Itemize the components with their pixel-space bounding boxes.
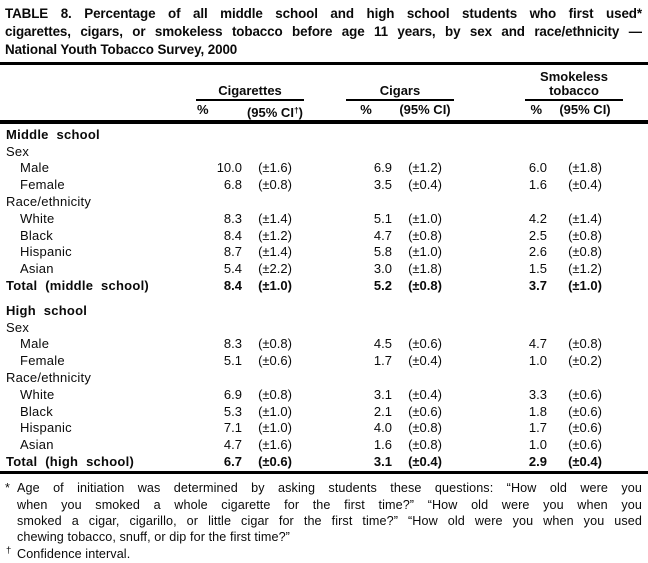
pct-value: 1.6	[373, 437, 392, 453]
row-label: Race/ethnicity	[6, 193, 92, 209]
footnote-line: smoked a cigar, cigarillo, or little cigar for the first time?” “How old were you when you used	[17, 513, 642, 528]
dagger-marker: †	[6, 544, 12, 556]
col-group-cigars: Cigars	[346, 69, 454, 101]
ci-value: (±0.4)	[408, 453, 442, 469]
dagger-symbol: †	[293, 105, 299, 116]
pct-value: 2.9	[528, 453, 547, 469]
ci-value: (±0.8)	[408, 227, 442, 243]
ci-value: (±1.4)	[258, 210, 292, 226]
ci-value: (±0.8)	[408, 277, 442, 293]
ci-value: (±0.6)	[408, 403, 442, 419]
ci-value: (±0.4)	[408, 386, 442, 402]
col-header-cigars-ci: (95% CI)	[399, 102, 451, 118]
ci-value: (±0.8)	[258, 336, 292, 352]
pct-value: 1.8	[528, 403, 547, 419]
ci-value: (±0.4)	[568, 177, 602, 193]
row-label: Female	[20, 353, 65, 369]
table-row	[0, 303, 648, 320]
pct-value: 3.0	[373, 261, 392, 277]
table-row	[0, 420, 648, 437]
row-label: Total (middle school)	[6, 277, 150, 293]
footnote-dagger	[0, 546, 648, 562]
table-row	[0, 144, 648, 161]
row-label: Male	[20, 336, 50, 352]
col-header-cigarettes-ci	[242, 101, 308, 122]
table-title-line: cigarettes, cigars, or smokeless tobacco before age 11 years, by sex and race/ethnicity —	[5, 24, 642, 40]
column-header-row	[0, 101, 648, 120]
pct-value: 3.5	[373, 177, 392, 193]
ci-value: (±0.8)	[258, 177, 292, 193]
col-header-smokeless-pct: %	[530, 102, 542, 118]
ci-value: (±0.6)	[568, 437, 602, 453]
pct-value: 3.3	[528, 386, 547, 402]
ci-value: (±1.0)	[258, 420, 292, 436]
table-row	[0, 336, 648, 353]
pct-value: 8.7	[223, 244, 242, 260]
ci-value: (±1.2)	[408, 160, 442, 176]
ci-label: (95% CI	[246, 105, 294, 121]
ci-value: (±1.0)	[258, 403, 292, 419]
pct-value: 8.3	[223, 210, 242, 226]
ci-value: (±0.4)	[408, 353, 442, 369]
row-label: Asian	[20, 261, 54, 277]
footnote-line: Age of initiation was determined by asking students these questions: “How old were you	[17, 481, 642, 496]
table-row	[0, 127, 648, 144]
footnote-line: chewing tobacco, snuff, or dip for the first time?”	[17, 530, 290, 545]
table-row	[0, 228, 648, 245]
ci-value: (±1.0)	[408, 210, 442, 226]
pct-value: 6.8	[223, 177, 242, 193]
ci-value: (±1.0)	[258, 277, 292, 293]
pct-value: 1.0	[528, 437, 547, 453]
pct-value: 5.3	[223, 403, 242, 419]
ci-value: (±0.8)	[568, 336, 602, 352]
row-label: Black	[20, 403, 54, 419]
table-title	[0, 5, 648, 60]
table-row	[0, 160, 648, 177]
pct-value: 6.9	[223, 386, 242, 402]
ci-value: (±2.2)	[258, 261, 292, 277]
ci-value: (±0.4)	[408, 177, 442, 193]
pct-value: 1.7	[528, 420, 547, 436]
ci-label: )	[298, 105, 304, 121]
pct-value: 4.7	[528, 336, 547, 352]
row-label: White	[20, 386, 55, 402]
pct-value: 5.1	[223, 353, 242, 369]
ci-value: (±0.2)	[568, 353, 602, 369]
table-row	[0, 404, 648, 421]
table-title-line: TABLE 8. Percentage of all middle school and high school students who first used*	[5, 6, 642, 21]
ci-value: (±0.4)	[568, 453, 602, 469]
row-label: High school	[6, 302, 88, 318]
table-row	[0, 353, 648, 370]
ci-value: (±1.0)	[568, 277, 602, 293]
pct-value: 2.1	[373, 403, 392, 419]
row-label: White	[20, 210, 55, 226]
pct-value: 1.7	[373, 353, 392, 369]
table-row	[0, 177, 648, 194]
table-row	[0, 244, 648, 261]
pct-value: 8.4	[223, 277, 242, 293]
ci-value: (±1.6)	[258, 160, 292, 176]
pct-value: 6.7	[223, 453, 242, 469]
table-row	[0, 387, 648, 404]
ci-value: (±0.6)	[258, 353, 292, 369]
col-header-cigars-pct: %	[360, 102, 372, 118]
pct-value: 7.1	[223, 420, 242, 436]
pct-value: 6.0	[528, 160, 547, 176]
table-row	[0, 454, 648, 471]
row-label: Race/ethnicity	[6, 369, 92, 385]
col-group-smokeless-tobacco: Smokeless tobacco	[525, 69, 623, 101]
pct-value: 8.3	[223, 336, 242, 352]
table-row	[0, 278, 648, 295]
pct-value: 4.5	[373, 336, 392, 352]
col-header-smokeless-ci: (95% CI)	[559, 102, 611, 118]
pct-value: 4.7	[373, 227, 392, 243]
row-label: Asian	[20, 437, 54, 453]
pct-value: 3.1	[373, 386, 392, 402]
row-label: Sex	[6, 319, 30, 335]
pct-value: 5.4	[223, 261, 242, 277]
row-label: Male	[20, 160, 50, 176]
ci-value: (±0.6)	[258, 453, 292, 469]
pct-value: 1.5	[528, 261, 547, 277]
table-row	[0, 194, 648, 211]
pct-value: 5.1	[373, 210, 392, 226]
table-row	[0, 211, 648, 228]
row-label: Total (high school)	[6, 453, 135, 469]
ci-value: (±1.6)	[258, 437, 292, 453]
pct-value: 3.1	[373, 453, 392, 469]
footnote-dagger-text: Confidence interval.	[17, 546, 131, 561]
table-row	[0, 261, 648, 278]
footnote-line: when you smoked a whole cigarette for the first time?” “How old were you when you	[17, 497, 642, 512]
ci-value: (±0.8)	[408, 420, 442, 436]
ci-value: (±1.2)	[258, 227, 292, 243]
footnote-block	[0, 480, 648, 561]
asterisk-marker: *	[5, 481, 11, 496]
ci-value: (±0.8)	[408, 437, 442, 453]
pct-value: 10.0	[216, 160, 242, 176]
row-label: Sex	[6, 143, 30, 159]
ci-value: (±0.8)	[568, 227, 602, 243]
pct-value: 6.9	[373, 160, 392, 176]
row-label: Black	[20, 227, 54, 243]
col-header-cigarettes-pct: %	[197, 102, 209, 118]
table-body	[0, 127, 648, 471]
ci-value: (±0.8)	[568, 244, 602, 260]
row-label: Middle school	[6, 126, 100, 142]
ci-value: (±0.6)	[568, 386, 602, 402]
pct-value: 5.8	[373, 244, 392, 260]
column-group-header-row	[0, 69, 648, 101]
row-label: Female	[20, 177, 65, 193]
pct-value: 5.2	[373, 277, 392, 293]
ci-value: (±0.6)	[568, 403, 602, 419]
divider-bottom	[0, 471, 648, 475]
pct-value: 1.0	[528, 353, 547, 369]
pct-value: 2.5	[528, 227, 547, 243]
ci-value: (±0.8)	[258, 386, 292, 402]
row-label: Hispanic	[20, 244, 72, 260]
ci-value: (±1.4)	[258, 244, 292, 260]
table-row	[0, 437, 648, 454]
footnote-asterisk	[0, 480, 648, 545]
ci-value: (±0.6)	[568, 420, 602, 436]
row-label: Hispanic	[20, 420, 72, 436]
pct-value: 3.7	[528, 277, 547, 293]
ci-value: (±1.8)	[568, 160, 602, 176]
ci-value: (±1.2)	[568, 261, 602, 277]
pct-value: 4.7	[223, 437, 242, 453]
ci-value: (±1.0)	[408, 244, 442, 260]
pct-value: 4.0	[373, 420, 392, 436]
pct-value: 4.2	[528, 210, 547, 226]
ci-value: (±1.4)	[568, 210, 602, 226]
pct-value: 1.6	[528, 177, 547, 193]
ci-value: (±0.6)	[408, 336, 442, 352]
ci-value: (±1.8)	[408, 261, 442, 277]
table-row	[0, 370, 648, 387]
pct-value: 8.4	[223, 227, 242, 243]
pct-value: 2.6	[528, 244, 547, 260]
col-group-cigarettes: Cigarettes	[196, 69, 304, 101]
divider-top	[0, 62, 648, 66]
table-title-line: National Youth Tobacco Survey, 2000	[5, 42, 238, 58]
table-row	[0, 320, 648, 337]
